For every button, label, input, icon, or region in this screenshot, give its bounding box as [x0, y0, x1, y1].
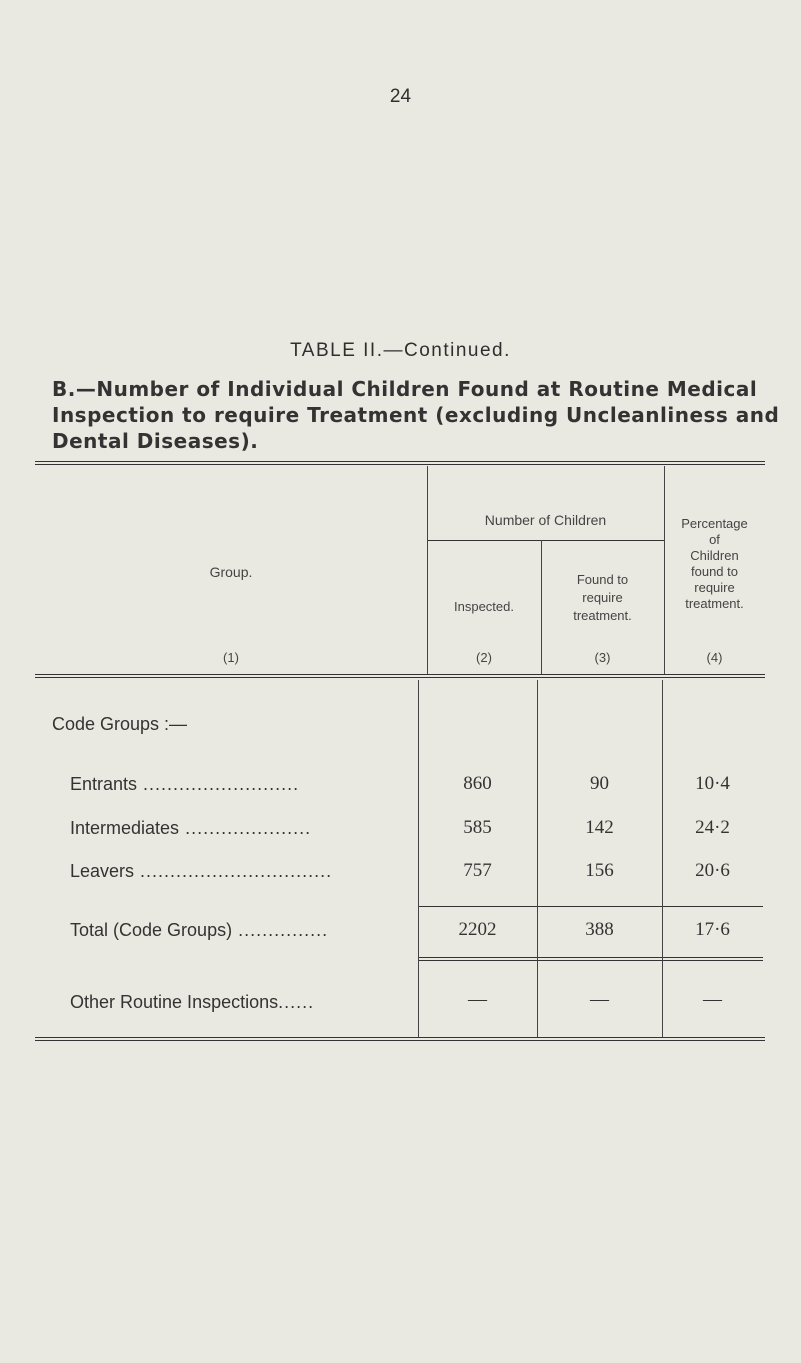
cell-found: 156	[585, 860, 614, 881]
header-col-num-1: (1)	[223, 650, 239, 665]
row-group: Total (Code Groups)	[70, 920, 233, 940]
cell-found: 142	[585, 817, 614, 838]
cell-inspected: —	[468, 989, 487, 1010]
cell-percentage: 20·6	[695, 860, 730, 881]
row-leader-dots: ......	[278, 992, 315, 1012]
cell-found: 388	[585, 919, 614, 940]
section-label-code-groups: Code Groups :—	[52, 714, 188, 734]
header-col-num-2: (2)	[476, 650, 492, 665]
section-heading: B.—Number of Individual Children Found at Routine Medical Inspection to require Treatment (excluding Uncleanliness and Dental Diseases).	[52, 377, 780, 453]
table-title: TABLE II.—Continued.	[290, 340, 511, 361]
row-group: Leavers	[70, 861, 135, 881]
header-number-of-children: Number of Children	[484, 512, 607, 528]
cell-found: 90	[590, 773, 609, 794]
cell-inspected: 860	[463, 773, 492, 794]
header-col-num-3: (3)	[594, 650, 611, 665]
cell-inspected: 2202	[458, 919, 497, 940]
row-leader-dots: ..........................	[137, 774, 300, 794]
cell-percentage: 24·2	[695, 817, 730, 838]
cell-inspected: 585	[463, 817, 492, 838]
row-leader-dots: ...............	[232, 920, 329, 940]
row-group: Other Routine Inspections	[70, 992, 279, 1012]
cell-percentage: 17·6	[695, 919, 730, 940]
header-group: Group.	[209, 564, 253, 580]
cell-percentage: —	[703, 989, 722, 1010]
row-leader-dots: .....................	[179, 818, 312, 838]
row-leader-dots: ................................	[134, 861, 333, 881]
row-group: Entrants	[70, 774, 138, 794]
header-inspected: Inspected.	[454, 599, 514, 614]
row-group: Intermediates	[70, 818, 180, 838]
page-number: 24	[389, 86, 412, 107]
cell-percentage: 10·4	[695, 773, 730, 794]
cell-inspected: 757	[463, 860, 492, 881]
header-col-num-4: (4)	[706, 650, 723, 665]
cell-found: —	[590, 989, 609, 1010]
